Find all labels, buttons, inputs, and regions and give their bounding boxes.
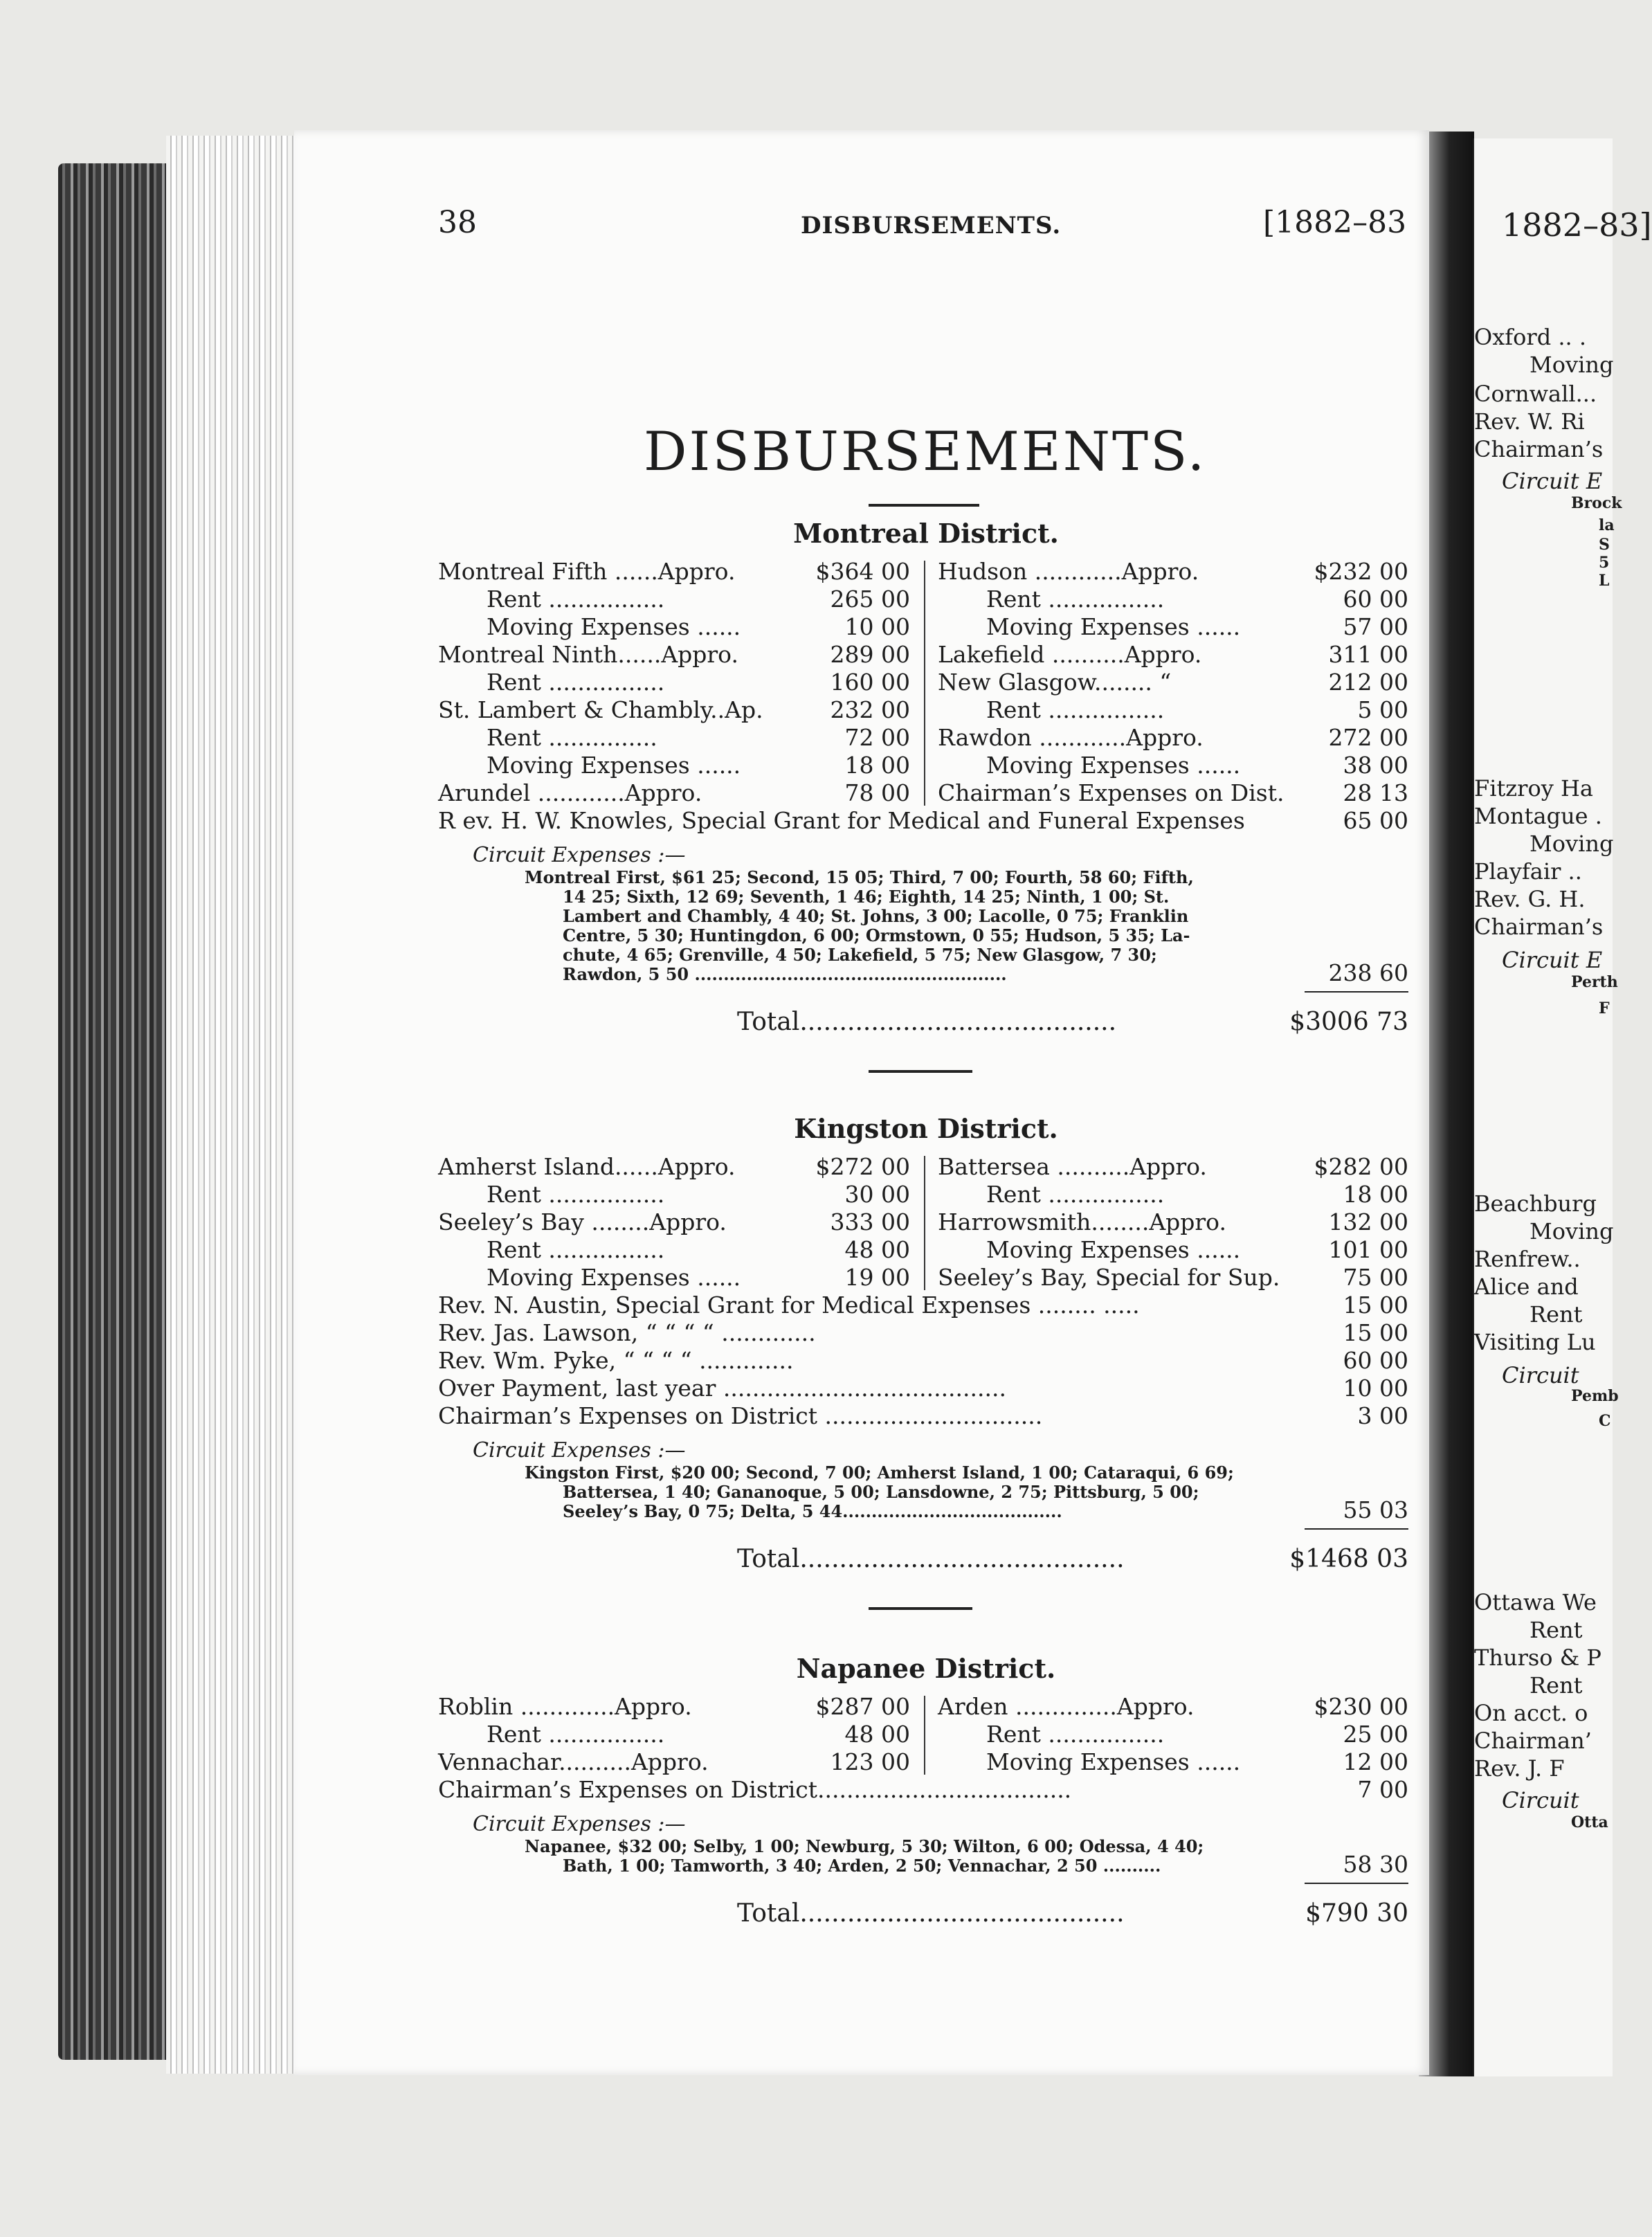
entry-label: Rent ................: [487, 1721, 665, 1748]
entry-label: Hudson ............Appro.: [938, 558, 1199, 585]
entry-label: Vennachar..........Appro.: [438, 1748, 709, 1775]
entry-label: Moving Expenses ......: [487, 1264, 741, 1291]
total-amount: $3006 73: [1289, 1008, 1408, 1036]
entry-amount: 123 00: [830, 1748, 910, 1775]
circuit-expenses-amount: 55 03: [1343, 1496, 1408, 1523]
entry-label: Seeley’s Bay ........Appro.: [438, 1208, 727, 1235]
entry-label: Harrowsmith........Appro.: [938, 1208, 1226, 1235]
facing-page-fragment: Chairman’s: [1474, 436, 1604, 462]
page-title: DISBURSEMENTS.: [644, 421, 1207, 483]
facing-page-fragment: Rev. G. H.: [1474, 886, 1586, 912]
entry-amount: 78 00: [844, 779, 910, 806]
entry-amount: 12 00: [1343, 1748, 1408, 1775]
entry-label: Moving Expenses ......: [986, 1748, 1241, 1775]
facing-page-fragment: Chairman’: [1474, 1728, 1592, 1754]
circuit-expenses-line: Montreal First, $61 25; Second, 15 05; Third, 7 00; Fourth, 58 60; Fifth,: [525, 867, 1194, 887]
facing-page-fragment: la: [1599, 516, 1615, 534]
entry-amount: 18 00: [844, 752, 910, 779]
running-year: [1882–83: [1263, 205, 1407, 240]
entry-label: Chairman’s Expenses on District...................................: [438, 1776, 1072, 1803]
facing-page-fragment: S: [1599, 536, 1610, 554]
circuit-expenses-line: Kingston First, $20 00; Second, 7 00; Amherst Island, 1 00; Cataraqui, 6 69;: [525, 1462, 1234, 1483]
district-heading: Kingston District.: [794, 1113, 1058, 1144]
entry-label: Lakefield ..........Appro.: [938, 641, 1202, 668]
entry-amount: 3 00: [1357, 1402, 1408, 1429]
entry-label: Moving Expenses ......: [986, 613, 1241, 640]
entry-label: Rent ................: [986, 586, 1165, 613]
facing-page-fragment: Rent: [1530, 1617, 1583, 1643]
entry-amount: 65 00: [1343, 807, 1408, 834]
section-rule: [869, 1607, 972, 1610]
circuit-expenses-amount: 58 30: [1343, 1851, 1408, 1878]
sum-rule: [1305, 1528, 1408, 1530]
sum-rule: [1305, 991, 1408, 993]
entry-label: Montreal Fifth ......Appro.: [438, 558, 736, 585]
circuit-expenses-line: Napanee, $32 00; Selby, 1 00; Newburg, 5 30; Wilton, 6 00; Odessa, 4 40;: [525, 1836, 1204, 1856]
book-page: [294, 130, 1429, 2075]
facing-page-fragment: Rent: [1530, 1301, 1583, 1328]
entry-label: St. Lambert & Chambly..Ap.: [438, 696, 763, 723]
entry-label: Chairman’s Expenses on Dist.: [938, 779, 1285, 806]
entry-amount: 48 00: [844, 1721, 910, 1748]
facing-page-fragment: Oxford .. .: [1474, 324, 1587, 350]
entry-amount: 333 00: [830, 1208, 910, 1235]
facing-page-fragment: Cornwall...: [1474, 381, 1597, 407]
facing-page-fragment: Circuit E: [1502, 468, 1603, 494]
facing-page-fragment: Renfrew..: [1474, 1246, 1581, 1272]
entry-label: R ev. H. W. Knowles, Special Grant for Medical and Funeral Expenses: [438, 807, 1245, 834]
total-label: Total........................................: [737, 1008, 1117, 1036]
entry-amount: 10 00: [844, 613, 910, 640]
entry-amount: 38 00: [1343, 752, 1408, 779]
facing-page-fragment: Beachburg: [1474, 1190, 1597, 1217]
facing-page-fragment: 5: [1599, 554, 1610, 572]
facing-page-fragment: Circuit: [1502, 1787, 1579, 1813]
section-rule: [869, 1070, 972, 1073]
facing-page-fragment: Moving: [1530, 1218, 1614, 1244]
page-stack: [166, 136, 298, 2074]
entry-label: New Glasgow........ “: [938, 669, 1172, 696]
column-divider: [924, 561, 925, 806]
entry-amount: 160 00: [830, 669, 910, 696]
entry-amount: 19 00: [844, 1264, 910, 1291]
entry-amount: 101 00: [1328, 1236, 1408, 1263]
circuit-expenses-line: Rawdon, 5 50 ......................................................: [563, 964, 1007, 984]
facing-page-fragment: Rev. J. F: [1474, 1755, 1565, 1782]
entry-label: Rawdon ............Appro.: [938, 724, 1204, 751]
circuit-expenses-amount: 238 60: [1328, 959, 1408, 986]
entry-amount: 60 00: [1343, 1347, 1408, 1374]
entry-amount: 311 00: [1328, 641, 1408, 668]
circuit-expenses-line: chute, 4 65; Grenville, 4 50; Lakefield, 5 75; New Glasgow, 7 30;: [563, 945, 1157, 965]
entry-amount: 48 00: [844, 1236, 910, 1263]
circuit-expenses-line: Centre, 5 30; Huntingdon, 6 00; Ormstown, 0 55; Hudson, 5 35; La-: [563, 925, 1190, 945]
entry-amount: 57 00: [1343, 613, 1408, 640]
facing-page-fragment: Rent: [1530, 1672, 1583, 1699]
facing-page-fragment: Perth: [1571, 973, 1618, 991]
entry-amount: 212 00: [1328, 669, 1408, 696]
sum-rule: [1305, 1883, 1408, 1884]
entry-amount: $230 00: [1314, 1693, 1408, 1720]
entry-label: Seeley’s Bay, Special for Sup.: [938, 1264, 1280, 1291]
entry-amount: 28 13: [1343, 779, 1408, 806]
facing-page-fragment: Moving: [1530, 831, 1614, 857]
circuit-expenses-line: Seeley’s Bay, 0 75; Delta, 5 44......................................: [563, 1501, 1062, 1521]
entry-amount: 265 00: [830, 586, 910, 613]
facing-page-fragment: Brock: [1571, 494, 1622, 512]
entry-label: Montreal Ninth......Appro.: [438, 641, 738, 668]
entry-label: Rent ................: [487, 586, 665, 613]
circuit-expenses-title: Circuit Expenses :—: [473, 843, 686, 867]
entry-amount: 30 00: [844, 1181, 910, 1208]
entry-amount: $282 00: [1314, 1153, 1408, 1180]
facing-page-fragment: Chairman’s: [1474, 914, 1604, 940]
book-fore-edge: [58, 163, 169, 2060]
entry-amount: $287 00: [815, 1693, 910, 1720]
facing-page-fragment: C: [1599, 1412, 1611, 1430]
entry-label: Rev. Jas. Lawson, “ “ “ “ .............: [438, 1319, 816, 1346]
entry-amount: 10 00: [1343, 1375, 1408, 1402]
entry-amount: 232 00: [830, 696, 910, 723]
entry-label: Rent ...............: [487, 724, 657, 751]
facing-page-header: 1882–83]: [1502, 206, 1652, 244]
entry-amount: 289 00: [830, 641, 910, 668]
entry-label: Amherst Island......Appro.: [438, 1153, 736, 1180]
page-number: 38: [438, 205, 477, 240]
facing-page-fragment: Rev. W. Ri: [1474, 408, 1585, 435]
entry-label: Roblin .............Appro.: [438, 1693, 692, 1720]
entry-amount: $232 00: [1314, 558, 1408, 585]
entry-amount: 5 00: [1357, 696, 1408, 723]
title-rule: [869, 504, 979, 507]
circuit-expenses-line: Lambert and Chambly, 4 40; St. Johns, 3 00; Lacolle, 0 75; Franklin: [563, 906, 1189, 926]
entry-label: Rev. Wm. Pyke, “ “ “ “ .............: [438, 1347, 794, 1374]
entry-label: Rent ................: [986, 1721, 1165, 1748]
entry-amount: 75 00: [1343, 1264, 1408, 1291]
entry-amount: 15 00: [1343, 1319, 1408, 1346]
entry-label: Moving Expenses ......: [487, 613, 741, 640]
district-heading: Napanee District.: [796, 1653, 1056, 1684]
entry-amount: $364 00: [815, 558, 910, 585]
entry-amount: 25 00: [1343, 1721, 1408, 1748]
facing-page-fragment: Moving: [1530, 352, 1614, 378]
circuit-expenses-line: Bath, 1 00; Tamworth, 3 40; Arden, 2 50; Vennachar, 2 50 ..........: [563, 1856, 1161, 1876]
facing-page-fragment: Otta: [1571, 1813, 1608, 1831]
circuit-expenses-title: Circuit Expenses :—: [473, 1812, 686, 1836]
total-amount: $1468 03: [1289, 1545, 1408, 1573]
entry-amount: $272 00: [815, 1153, 910, 1180]
total-label: Total.........................................: [737, 1545, 1125, 1573]
running-title: DISBURSEMENTS.: [801, 212, 1062, 239]
entry-amount: 60 00: [1343, 586, 1408, 613]
facing-page-fragment: Montague .: [1474, 803, 1602, 829]
facing-page-fragment: Circuit E: [1502, 947, 1603, 973]
circuit-expenses-title: Circuit Expenses :—: [473, 1438, 686, 1462]
entry-amount: 7 00: [1357, 1776, 1408, 1803]
entry-amount: 18 00: [1343, 1181, 1408, 1208]
facing-page-fragment: Circuit: [1502, 1362, 1579, 1388]
column-divider: [924, 1156, 925, 1290]
entry-label: Battersea ..........Appro.: [938, 1153, 1207, 1180]
facing-page-fragment: Thurso & P: [1474, 1645, 1601, 1671]
facing-page-fragment: Pemb: [1571, 1387, 1619, 1405]
entry-amount: 72 00: [844, 724, 910, 751]
entry-label: Rent ................: [487, 1181, 665, 1208]
entry-label: Arden ..............Appro.: [938, 1693, 1195, 1720]
circuit-expenses-line: 14 25; Sixth, 12 69; Seventh, 1 46; Eighth, 14 25; Ninth, 1 00; St.: [563, 887, 1170, 907]
facing-page-fragment: Fitzroy Ha: [1474, 775, 1593, 801]
entry-label: Moving Expenses ......: [487, 752, 741, 779]
total-label: Total.........................................: [737, 1899, 1125, 1928]
facing-page-fragment: Ottawa We: [1474, 1589, 1597, 1615]
entry-label: Over Payment, last year .......................................: [438, 1375, 1006, 1402]
facing-page-fragment: On acct. o: [1474, 1700, 1588, 1726]
facing-page: [1473, 138, 1652, 2076]
entry-label: Arundel ............Appro.: [438, 779, 702, 806]
total-amount: $790 30: [1305, 1899, 1408, 1928]
entry-amount: 15 00: [1343, 1292, 1408, 1319]
column-divider: [924, 1696, 925, 1775]
facing-page-fragment: Playfair ..: [1474, 858, 1582, 885]
entry-label: Rent ................: [986, 696, 1165, 723]
entry-label: Rent ................: [986, 1181, 1165, 1208]
entry-label: Rent ................: [487, 1236, 665, 1263]
entry-label: Moving Expenses ......: [986, 752, 1241, 779]
facing-page-fragment: Visiting Lu: [1474, 1329, 1596, 1355]
facing-page-fragment: L: [1599, 572, 1610, 590]
circuit-expenses-line: Battersea, 1 40; Gananoque, 5 00; Lansdowne, 2 75; Pittsburg, 5 00;: [563, 1482, 1199, 1502]
facing-page-fragment: Alice and: [1474, 1274, 1579, 1300]
entry-label: Chairman’s Expenses on District ..............................: [438, 1402, 1043, 1429]
entry-amount: 272 00: [1328, 724, 1408, 751]
entry-label: Rev. N. Austin, Special Grant for Medical Expenses ........ .....: [438, 1292, 1140, 1319]
district-heading: Montreal District.: [793, 518, 1059, 549]
facing-page-fragment: F: [1599, 999, 1610, 1017]
entry-label: Rent ................: [487, 669, 665, 696]
entry-label: Moving Expenses ......: [986, 1236, 1241, 1263]
entry-amount: 132 00: [1328, 1208, 1408, 1235]
